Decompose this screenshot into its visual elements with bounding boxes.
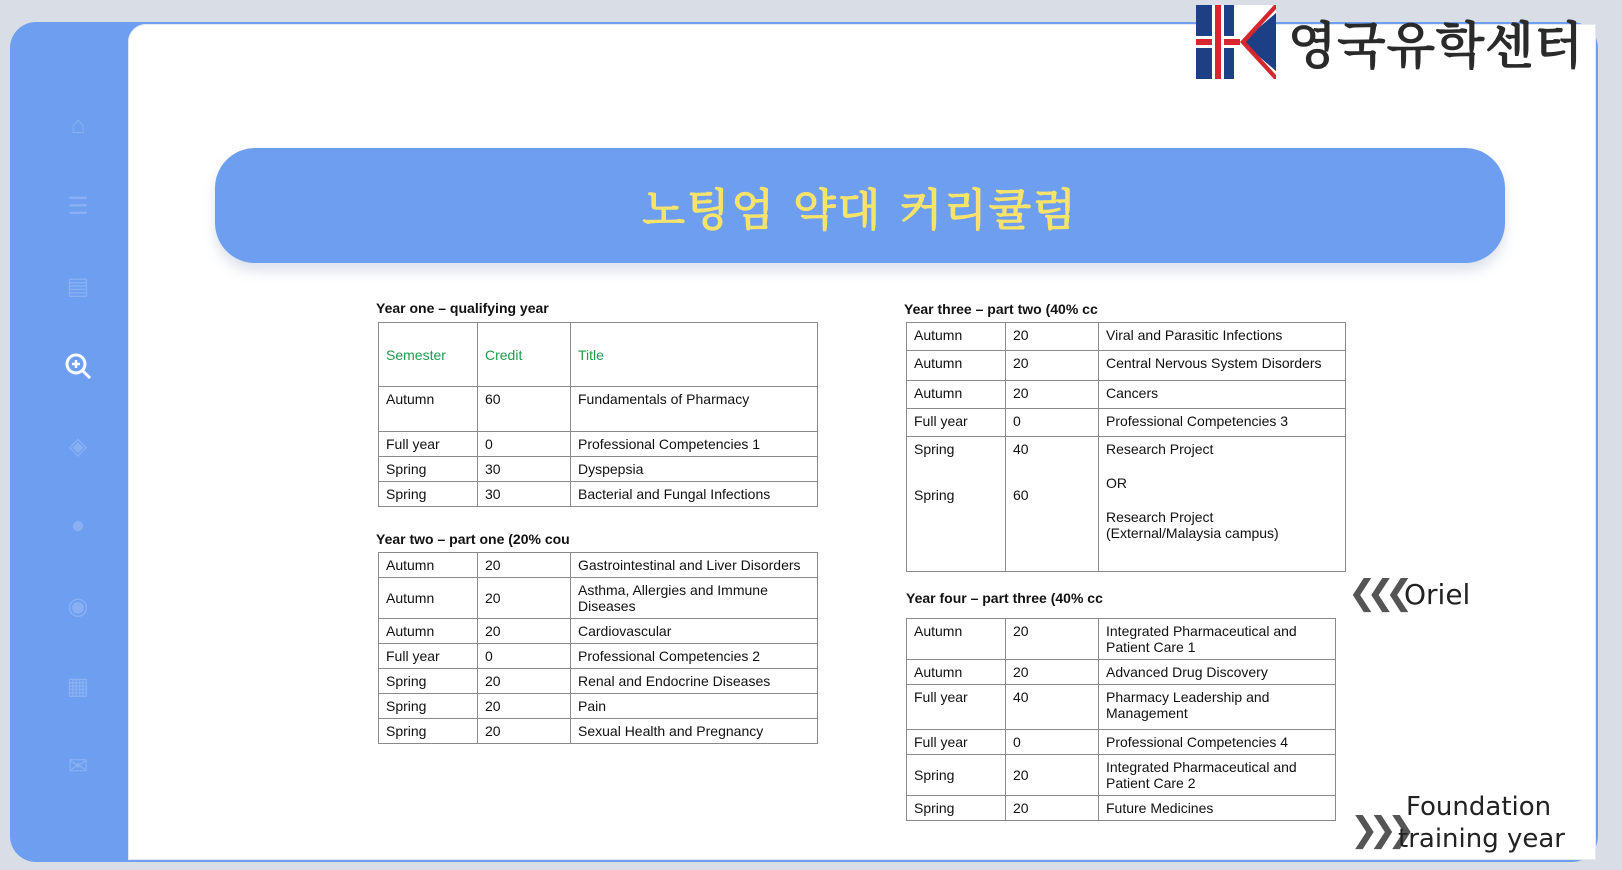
home-icon[interactable]: ⌂ xyxy=(70,112,86,139)
banner-title: 노팅엄 약대 커리큘럼 xyxy=(642,184,1078,236)
research-title-b: Research Project (External/Malaysia campus) xyxy=(1106,509,1279,541)
table-row xyxy=(907,437,1346,572)
union-jack-icon xyxy=(1196,5,1276,79)
cell-credit: 0 xyxy=(478,644,571,669)
cell-title: Bacterial and Fungal Infections xyxy=(571,482,818,507)
cell-title: Professional Competencies 1 xyxy=(571,432,818,457)
cell-title: Professional Competencies 3 xyxy=(1099,409,1346,437)
cell-semester: Full year xyxy=(907,730,1006,755)
cell-semester: Autumn xyxy=(907,323,1006,351)
table-row xyxy=(379,432,818,457)
cell-semester: Spring xyxy=(379,694,478,719)
cell-credit: 30 xyxy=(478,457,571,482)
cell-semester: Autumn xyxy=(907,619,1006,660)
cell-credit: 20 xyxy=(478,578,571,619)
table-row xyxy=(379,619,818,644)
table-row xyxy=(379,553,818,578)
globe-icon[interactable]: ● xyxy=(70,512,86,539)
cell-title: Central Nervous System Disorders xyxy=(1099,351,1346,381)
cell-semester: Full year xyxy=(907,409,1006,437)
cell-credit: 20 xyxy=(478,669,571,694)
research-title-a: Research Project xyxy=(1106,441,1214,457)
cell-title: Integrated Pharmaceutical and Patient Care 2 xyxy=(1099,755,1336,796)
table-row xyxy=(379,644,818,669)
cell-title: Professional Competencies 4 xyxy=(1099,730,1336,755)
table-row xyxy=(379,694,818,719)
table-row xyxy=(907,796,1336,821)
cell-title: Viral and Parasitic Infections xyxy=(1099,323,1346,351)
clipboard-icon[interactable]: ▤ xyxy=(66,272,90,300)
table-row xyxy=(907,685,1336,730)
cell-credit xyxy=(1006,437,1099,572)
cell-semester: Autumn xyxy=(907,381,1006,409)
table-row xyxy=(907,619,1336,660)
logo-text: 영국유학센터 xyxy=(1288,17,1584,75)
cell-credit: 20 xyxy=(1006,323,1099,351)
cell-semester: Spring xyxy=(379,669,478,694)
cell-title: Pharmacy Leadership and Management xyxy=(1099,685,1336,730)
cell-semester: Full year xyxy=(379,644,478,669)
research-credit-b: 60 xyxy=(1013,487,1029,503)
cell-semester: Spring xyxy=(379,457,478,482)
table-row xyxy=(907,323,1346,351)
cell-semester: Spring xyxy=(907,755,1006,796)
cell-credit: 20 xyxy=(478,619,571,644)
cell-semester: Autumn xyxy=(907,660,1006,685)
cell-title: Dyspepsia xyxy=(571,457,818,482)
cell-title xyxy=(1099,437,1346,572)
research-semester-b: Spring xyxy=(914,487,955,503)
year4-table xyxy=(906,618,1336,821)
cell-credit: 20 xyxy=(478,553,571,578)
cell-semester: Autumn xyxy=(907,351,1006,381)
cell-credit: 0 xyxy=(1006,409,1099,437)
research-semester-a: Spring xyxy=(914,441,955,457)
calendar-icon[interactable]: ▦ xyxy=(66,672,90,700)
cell-credit: 20 xyxy=(1006,381,1099,409)
layers-icon[interactable]: ◈ xyxy=(68,432,88,460)
foundation-label-line1: Foundation xyxy=(1406,792,1552,822)
cell-credit: 0 xyxy=(478,432,571,457)
cell-semester: Autumn xyxy=(379,578,478,619)
year2-title: Year two – part one (20% cou xyxy=(376,531,570,547)
foundation-label-line2: training year xyxy=(1398,824,1565,854)
table-row xyxy=(379,669,818,694)
year4-title: Year four – part three (40% cc xyxy=(906,590,1103,606)
cell-title: Renal and Endocrine Diseases xyxy=(571,669,818,694)
chevron-right-icon: ❯❯❯ xyxy=(1350,810,1406,850)
oriel-label: Oriel xyxy=(1404,578,1471,611)
header-title: Title xyxy=(571,323,818,387)
year3-table xyxy=(906,322,1346,572)
cell-semester: Autumn xyxy=(379,553,478,578)
cell-credit: 40 xyxy=(1006,685,1099,730)
logo xyxy=(1196,4,1616,80)
cell-semester: Full year xyxy=(907,685,1006,730)
cell-title: Pain xyxy=(571,694,818,719)
table-row xyxy=(379,482,818,507)
cell-semester: Spring xyxy=(379,719,478,744)
cell-credit: 0 xyxy=(1006,730,1099,755)
cell-credit: 60 xyxy=(478,387,571,432)
cell-credit: 20 xyxy=(1006,660,1099,685)
chevron-left-icon: ❮❮❮ xyxy=(1348,573,1404,613)
year1-title: Year one – qualifying year xyxy=(376,300,549,316)
cell-credit: 20 xyxy=(478,719,571,744)
header-semester: Semester xyxy=(379,323,478,387)
year2-table xyxy=(378,552,818,744)
cell-title: Integrated Pharmaceutical and Patient Care 1 xyxy=(1099,619,1336,660)
table-row xyxy=(907,730,1336,755)
cell-title: Professional Competencies 2 xyxy=(571,644,818,669)
cell-title: Future Medicines xyxy=(1099,796,1336,821)
cell-credit: 20 xyxy=(1006,619,1099,660)
research-or: OR xyxy=(1106,475,1127,491)
cell-title: Gastrointestinal and Liver Disorders xyxy=(571,553,818,578)
table-row xyxy=(907,351,1346,381)
cell-title: Fundamentals of Pharmacy xyxy=(571,387,818,432)
cell-semester: Autumn xyxy=(379,387,478,432)
year3-title: Year three – part two (40% cc xyxy=(904,301,1098,317)
cell-semester: Autumn xyxy=(379,619,478,644)
cell-title: Cardiovascular xyxy=(571,619,818,644)
camera-icon[interactable]: ◉ xyxy=(67,592,89,620)
title-banner xyxy=(215,148,1505,263)
table-row xyxy=(379,719,818,744)
cell-credit: 30 xyxy=(478,482,571,507)
cell-credit: 20 xyxy=(1006,755,1099,796)
table-row xyxy=(907,409,1346,437)
research-credit-a: 40 xyxy=(1013,441,1029,457)
cell-semester: Spring xyxy=(379,482,478,507)
table-row xyxy=(907,660,1336,685)
table-row xyxy=(907,755,1336,796)
year1-table xyxy=(378,322,818,507)
table-row xyxy=(907,381,1346,409)
table-row xyxy=(379,457,818,482)
table-row xyxy=(379,578,818,619)
list-icon[interactable]: ☰ xyxy=(67,192,89,220)
cell-title: Asthma, Allergies and Immune Diseases xyxy=(571,578,818,619)
cell-semester: Spring xyxy=(907,796,1006,821)
cell-credit: 20 xyxy=(1006,796,1099,821)
cell-credit: 20 xyxy=(1006,351,1099,381)
cell-title: Advanced Drug Discovery xyxy=(1099,660,1336,685)
cell-title: Cancers xyxy=(1099,381,1346,409)
mail-icon[interactable]: ✉ xyxy=(67,752,89,780)
header-credit: Credit xyxy=(478,323,571,387)
search-icon[interactable] xyxy=(62,352,94,380)
cell-semester xyxy=(907,437,1006,572)
sidebar xyxy=(10,22,128,862)
cell-credit: 20 xyxy=(478,694,571,719)
cell-semester: Full year xyxy=(379,432,478,457)
cell-title: Sexual Health and Pregnancy xyxy=(571,719,818,744)
table-row xyxy=(379,387,818,432)
